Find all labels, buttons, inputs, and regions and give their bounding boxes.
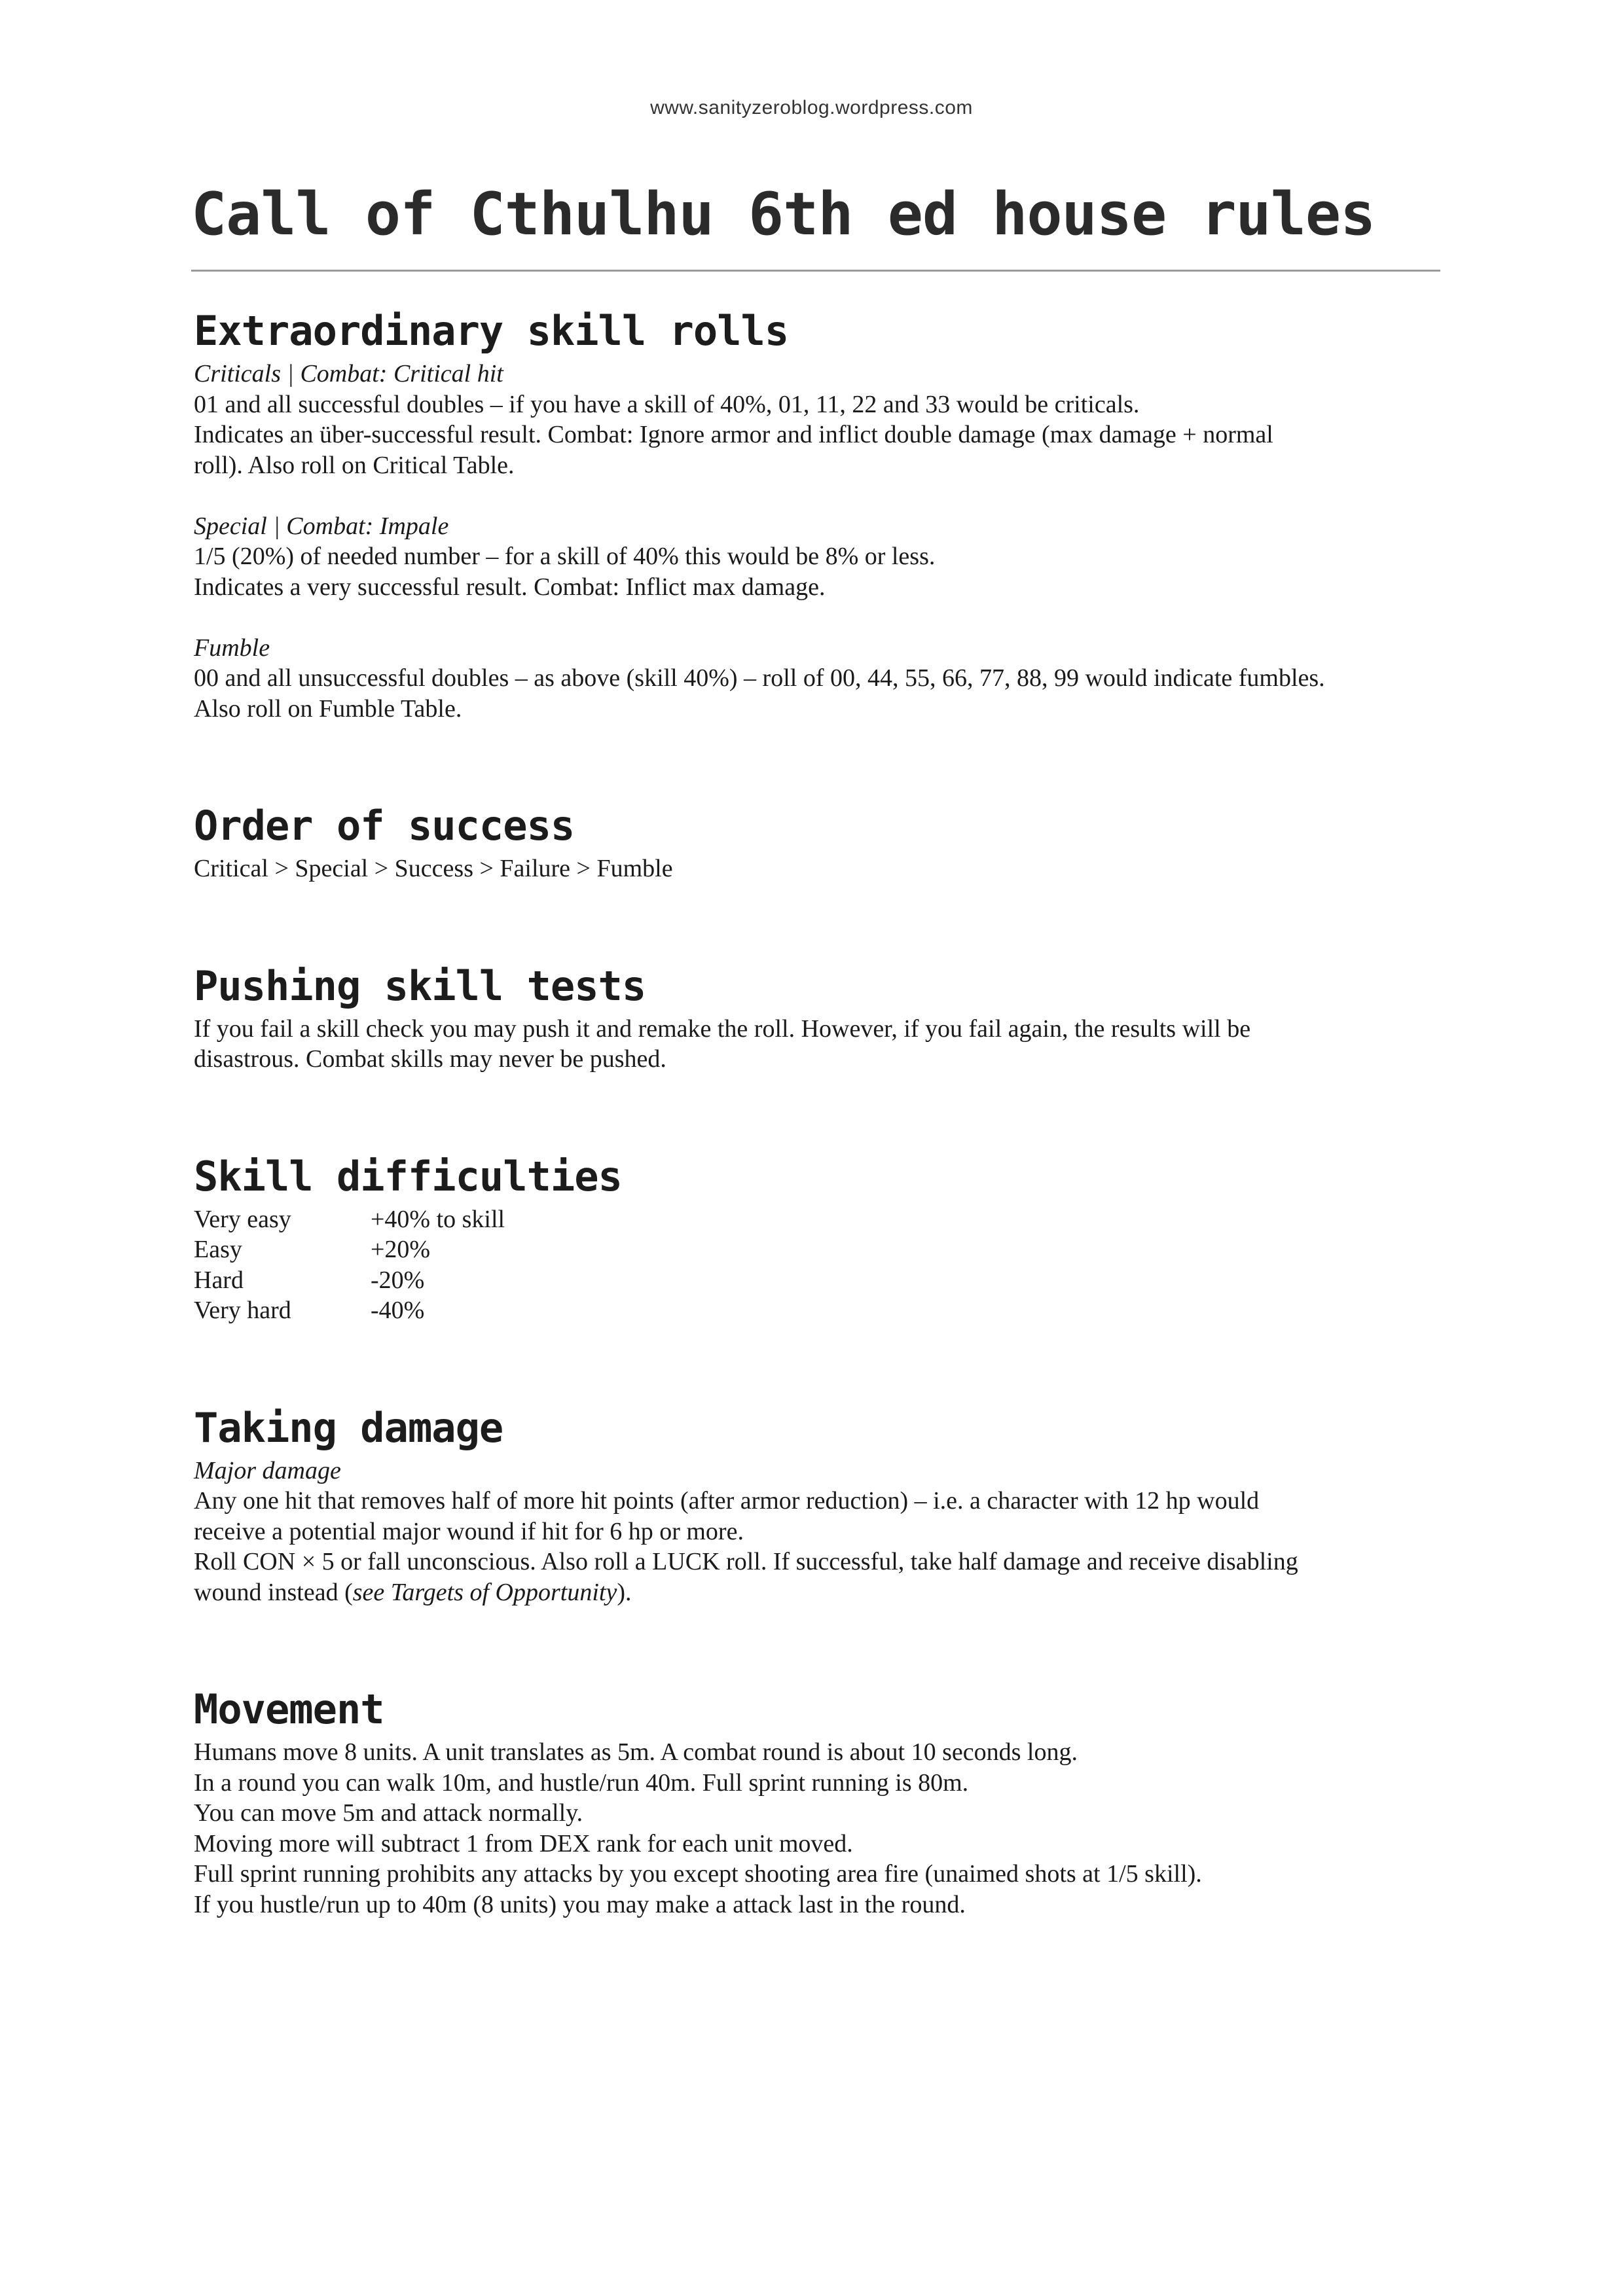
pushing-line: disastrous. Combat skills may never be pushed. (194, 1045, 666, 1073)
difficulty-level: Very easy (194, 1205, 291, 1233)
page-title: Call of Cthulhu 6th ed house rules (191, 180, 1376, 249)
special-label: Special | Combat: Impale (194, 512, 449, 540)
damage-line-prefix: wound instead ( (194, 1578, 353, 1606)
section-heading: Skill difficulties (194, 1152, 622, 1200)
special-line: 1/5 (20%) of needed number – for a skill of 40% this would be 8% or less. (194, 543, 936, 570)
document-body (194, 300, 1438, 1920)
difficulty-row (194, 1265, 1438, 1296)
title-divider (191, 270, 1440, 272)
fumble-label: Fumble (194, 634, 270, 662)
section-movement (194, 1678, 1438, 1920)
damage-line: Roll CON × 5 or fall unconscious. Also roll a LUCK roll. If successful, take half damage and receive disabling (194, 1548, 1298, 1575)
section-heading: Movement (194, 1685, 384, 1733)
special-line: Indicates a very successful result. Combat: Inflict max damage. (194, 573, 826, 601)
criticals-line: 01 and all successful doubles – if you have a skill of 40%, 01, 11, 22 and 33 would be criticals. (194, 390, 1140, 418)
section-skill-difficulties (194, 1145, 1438, 1326)
movement-line: You can move 5m and attack normally. (194, 1799, 583, 1827)
criticals-line: roll). Also roll on Critical Table. (194, 451, 515, 479)
section-order-of-success (194, 795, 1438, 884)
section-heading: Pushing skill tests (194, 961, 646, 1010)
criticals-line: Indicates an über-successful result. Combat: Ignore armor and inflict double damage (max damage + normal (194, 421, 1273, 448)
section-taking-damage (194, 1397, 1438, 1608)
difficulty-modifier: +40% to skill (371, 1205, 505, 1233)
difficulty-modifier: -40% (371, 1297, 425, 1324)
movement-line: Humans move 8 units. A unit translates as 5m. A combat round is about 10 seconds long. (194, 1738, 1078, 1766)
targets-of-opportunity-reference: see Targets of Opportunity (352, 1578, 617, 1606)
difficulty-modifier: +20% (371, 1236, 431, 1263)
criticals-label: Criticals | Combat: Critical hit (194, 360, 503, 387)
major-damage-label: Major damage (194, 1456, 341, 1484)
section-heading: Extraordinary skill rolls (194, 307, 789, 355)
damage-line (194, 1577, 1438, 1608)
section-pushing-skill-tests (194, 955, 1438, 1075)
section-extraordinary-skill-rolls (194, 300, 1438, 724)
difficulty-row (194, 1295, 1438, 1326)
difficulty-level: Easy (194, 1236, 242, 1263)
movement-line: Full sprint running prohibits any attacks by you except shooting area fire (unaimed shots at 1/5 skill). (194, 1860, 1202, 1888)
difficulty-modifier: -20% (371, 1266, 425, 1294)
pushing-line: If you fail a skill check you may push it and remake the roll. However, if you fail again, the results will be (194, 1014, 1251, 1043)
movement-line: Moving more will subtract 1 from DEX rank for each unit moved. (194, 1829, 853, 1857)
header-url: www.sanityzeroblog.wordpress.com (650, 97, 973, 118)
damage-line-suffix: ). (617, 1578, 632, 1606)
difficulty-row (194, 1234, 1438, 1265)
fumble-line: 00 and all unsuccessful doubles – as above (skill 40%) – roll of 00, 44, 55, 66, 77, 88, 99 would indicate fumbles. (194, 664, 1325, 692)
difficulty-level: Very hard (194, 1297, 291, 1324)
section-heading: Order of success (194, 802, 575, 850)
difficulty-row (194, 1204, 1438, 1235)
order-line: Critical > Special > Success > Failure > Fumble (194, 855, 673, 882)
difficulty-level: Hard (194, 1266, 244, 1294)
section-heading: Taking damage (194, 1403, 503, 1452)
damage-line: Any one hit that removes half of more hit points (after armor reduction) – i.e. a character with 12 hp would (194, 1487, 1260, 1515)
damage-line: receive a potential major wound if hit for 6 hp or more. (194, 1517, 744, 1545)
movement-line: In a round you can walk 10m, and hustle/run 40m. Full sprint running is 80m. (194, 1768, 969, 1797)
fumble-line: Also roll on Fumble Table. (194, 694, 462, 723)
movement-line: If you hustle/run up to 40m (8 units) you may make a attack last in the round. (194, 1890, 966, 1918)
